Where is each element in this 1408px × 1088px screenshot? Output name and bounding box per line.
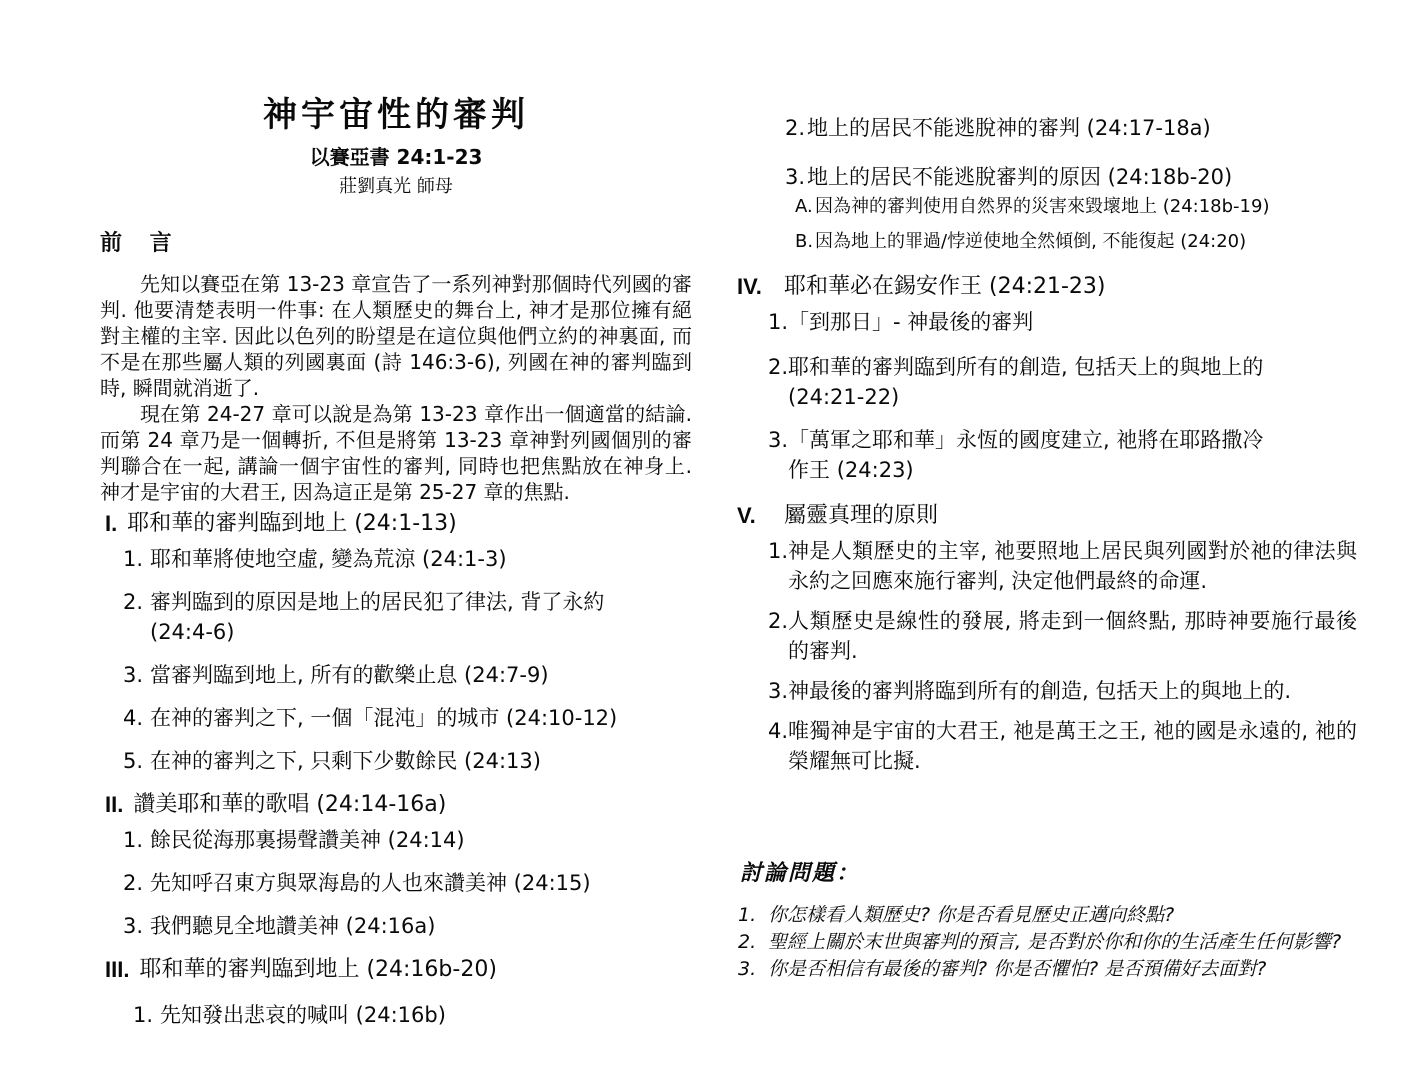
item-text: 先知發出悲哀的喊叫 (24:16b) (160, 1003, 446, 1027)
section-number: I. (105, 511, 118, 536)
item-text-line2: (24:21-22) (788, 385, 900, 409)
scripture-reference: 以賽亞書 24:1-23 (309, 145, 483, 169)
item-number: 3. (123, 914, 144, 938)
item-number: 1. (133, 1003, 154, 1027)
item-number: 1. (123, 828, 144, 852)
item-text (788, 425, 1357, 485)
item-text (150, 587, 692, 647)
item-text-line2: 作王 (24:23) (788, 458, 914, 482)
section-title: 讚美耶和華的歌唱 (24:14-16a) (133, 792, 447, 817)
left-column (100, 95, 692, 1030)
item-text-line1: 耶和華的審判臨到所有的創造, 包括天上的與地上的 (788, 355, 1264, 379)
section-heading-4 (737, 270, 1357, 304)
section-heading-1 (105, 507, 692, 541)
item-text (788, 352, 1357, 412)
outline-item (737, 606, 1357, 666)
right-column (737, 113, 1357, 983)
section-heading-3 (105, 953, 692, 987)
section-title: 屬靈真理的原則 (784, 503, 939, 528)
item-number: 2. (768, 609, 789, 633)
item-number: 4. (123, 706, 144, 730)
outline-item (100, 660, 692, 690)
item-text: 神最後的審判將臨到所有的創造, 包括天上的與地上的. (788, 679, 1292, 703)
outline-item (100, 587, 692, 647)
item-number: 1. (768, 539, 789, 563)
item-number: 2. (785, 116, 806, 140)
discussion-heading: 討論問題： (740, 861, 861, 886)
item-text: 「到那日」- 神最後的審判 (788, 310, 1034, 334)
preface-paragraph: 先知以賽亞在第 13-23 章宣告了一系列神對那個時代列國的審判. 他要清楚表明一件事: 在人類歷史的舞台上, 神才是那位擁有絕對主權的主宰. 因此以色列的盼望是在這位與他們立約的神裏面, 而不是在那些屬人類的列國裏面 (詩 146:3-6), 列國在神的審判臨到時, 瞬間就消逝了. (100, 272, 692, 400)
discussion-question (737, 929, 1357, 956)
question-text: 你是否相信有最後的審判? 你是否懼怕? 是否預備好去面對? (768, 958, 1267, 980)
outline-item (737, 536, 1357, 596)
item-text-line2: (24:4-6) (150, 620, 235, 644)
item-text: 神是人類歷史的主宰, 祂要照地上居民與列國對於祂的律法與永約之回應來施行審判, 決定他們最終的命運. (788, 539, 1357, 593)
outline-item (100, 703, 692, 733)
section-heading-2 (105, 788, 692, 822)
outline-item (737, 307, 1357, 337)
section-number: III. (105, 957, 130, 982)
discussion-question (737, 956, 1357, 983)
item-number: 2. (768, 355, 789, 379)
section-number: II. (105, 792, 124, 817)
section-number: V. (737, 503, 756, 528)
question-number: 1. (738, 904, 757, 926)
question-number: 3. (738, 958, 757, 980)
outline-item (100, 911, 692, 941)
outline-item (737, 425, 1357, 485)
item-text: 地上的居民不能逃脫神的審判 (24:17-18a) (807, 116, 1211, 140)
item-number: 3. (785, 165, 806, 189)
item-text: 我們聽見全地讚美神 (24:16a) (150, 914, 436, 938)
discussion-question (737, 902, 1357, 929)
preface-heading: 前 言 (100, 231, 182, 256)
author-name: 莊劉真光 師母 (339, 176, 453, 197)
item-number: 1. (123, 547, 144, 571)
item-text: 地上的居民不能逃脫審判的原因 (24:18b-20) (807, 165, 1233, 189)
outline-subitem (737, 229, 1357, 255)
item-text-line1: 「萬軍之耶和華」永恆的國度建立, 祂將在耶路撒冷 (788, 428, 1264, 452)
subitem-text: 因為地上的罪過/悖逆使地全然傾倒, 不能復起 (24:20) (815, 231, 1247, 252)
section-title: 耶和華的審判臨到地上 (24:16b-20) (139, 957, 497, 982)
outline-item (100, 544, 692, 574)
item-text: 人類歷史是線性的發展, 將走到一個終點, 那時神要施行最後的審判. (788, 609, 1357, 663)
outline-item (737, 352, 1357, 412)
item-number: 3. (123, 663, 144, 687)
section-heading-5 (737, 499, 1357, 533)
item-number: 3. (768, 679, 789, 703)
outline-item (100, 868, 692, 898)
item-number: 2. (123, 871, 144, 895)
item-text: 唯獨神是宇宙的大君王, 祂是萬王之王, 祂的國是永遠的, 祂的榮耀無可比擬. (788, 719, 1357, 773)
discussion-question-list (737, 902, 1357, 983)
section-number: IV. (737, 274, 762, 299)
question-number: 2. (738, 931, 757, 953)
item-text: 餘民從海那裏揚聲讚美神 (24:14) (150, 828, 465, 852)
item-text: 耶和華將使地空虛, 變為荒涼 (24:1-3) (150, 547, 507, 571)
section-title: 耶和華必在錫安作王 (24:21-23) (784, 274, 1106, 299)
item-number: 4. (768, 719, 789, 743)
section-title: 耶和華的審判臨到地上 (24:1-13) (127, 511, 457, 536)
outline-item (100, 1000, 692, 1030)
preface-paragraph: 現在第 24-27 章可以說是為第 13-23 章作出一個適當的結論. 而第 24 章乃是一個轉折, 不但是將第 13-23 章神對列國個別的審判聯合在一起, 講論一個宇宙性的審判, 同時也把焦點放在神身上. 神才是宇宙的大君王, 因為這正是第 25-27 章的焦點. (100, 402, 692, 504)
item-text: 先知呼召東方與眾海島的人也來讚美神 (24:15) (150, 871, 591, 895)
page-title: 神宇宙性的審判 (263, 95, 529, 135)
outline-item (737, 676, 1357, 706)
outline-item (100, 746, 692, 776)
outline-item (100, 825, 692, 855)
item-number: 1. (768, 310, 789, 334)
outline-subitem (737, 194, 1357, 220)
item-text: 在神的審判之下, 一個「混沌」的城市 (24:10-12) (150, 706, 618, 730)
item-text-line1: 審判臨到的原因是地上的居民犯了律法, 背了永約 (150, 590, 605, 614)
item-text: 在神的審判之下, 只剩下少數餘民 (24:13) (150, 749, 541, 773)
subitem-letter: B. (795, 231, 814, 252)
item-number: 3. (768, 428, 789, 452)
question-text: 你怎樣看人類歷史? 你是否看見歷史正邁向終點? (768, 904, 1175, 926)
item-number: 2. (123, 590, 144, 614)
subitem-letter: A. (795, 196, 813, 217)
outline-item (737, 716, 1357, 776)
preface (100, 271, 692, 505)
question-text: 聖經上關於末世與審判的預言, 是否對於你和你的生活產生任何影響? (768, 931, 1342, 953)
subitem-text: 因為神的審判使用自然界的災害來毀壞地上 (24:18b-19) (815, 196, 1270, 217)
outline-item (737, 162, 1357, 192)
outline-item (737, 113, 1357, 143)
item-text: 當審判臨到地上, 所有的歡樂止息 (24:7-9) (150, 663, 549, 687)
item-number: 5. (123, 749, 144, 773)
